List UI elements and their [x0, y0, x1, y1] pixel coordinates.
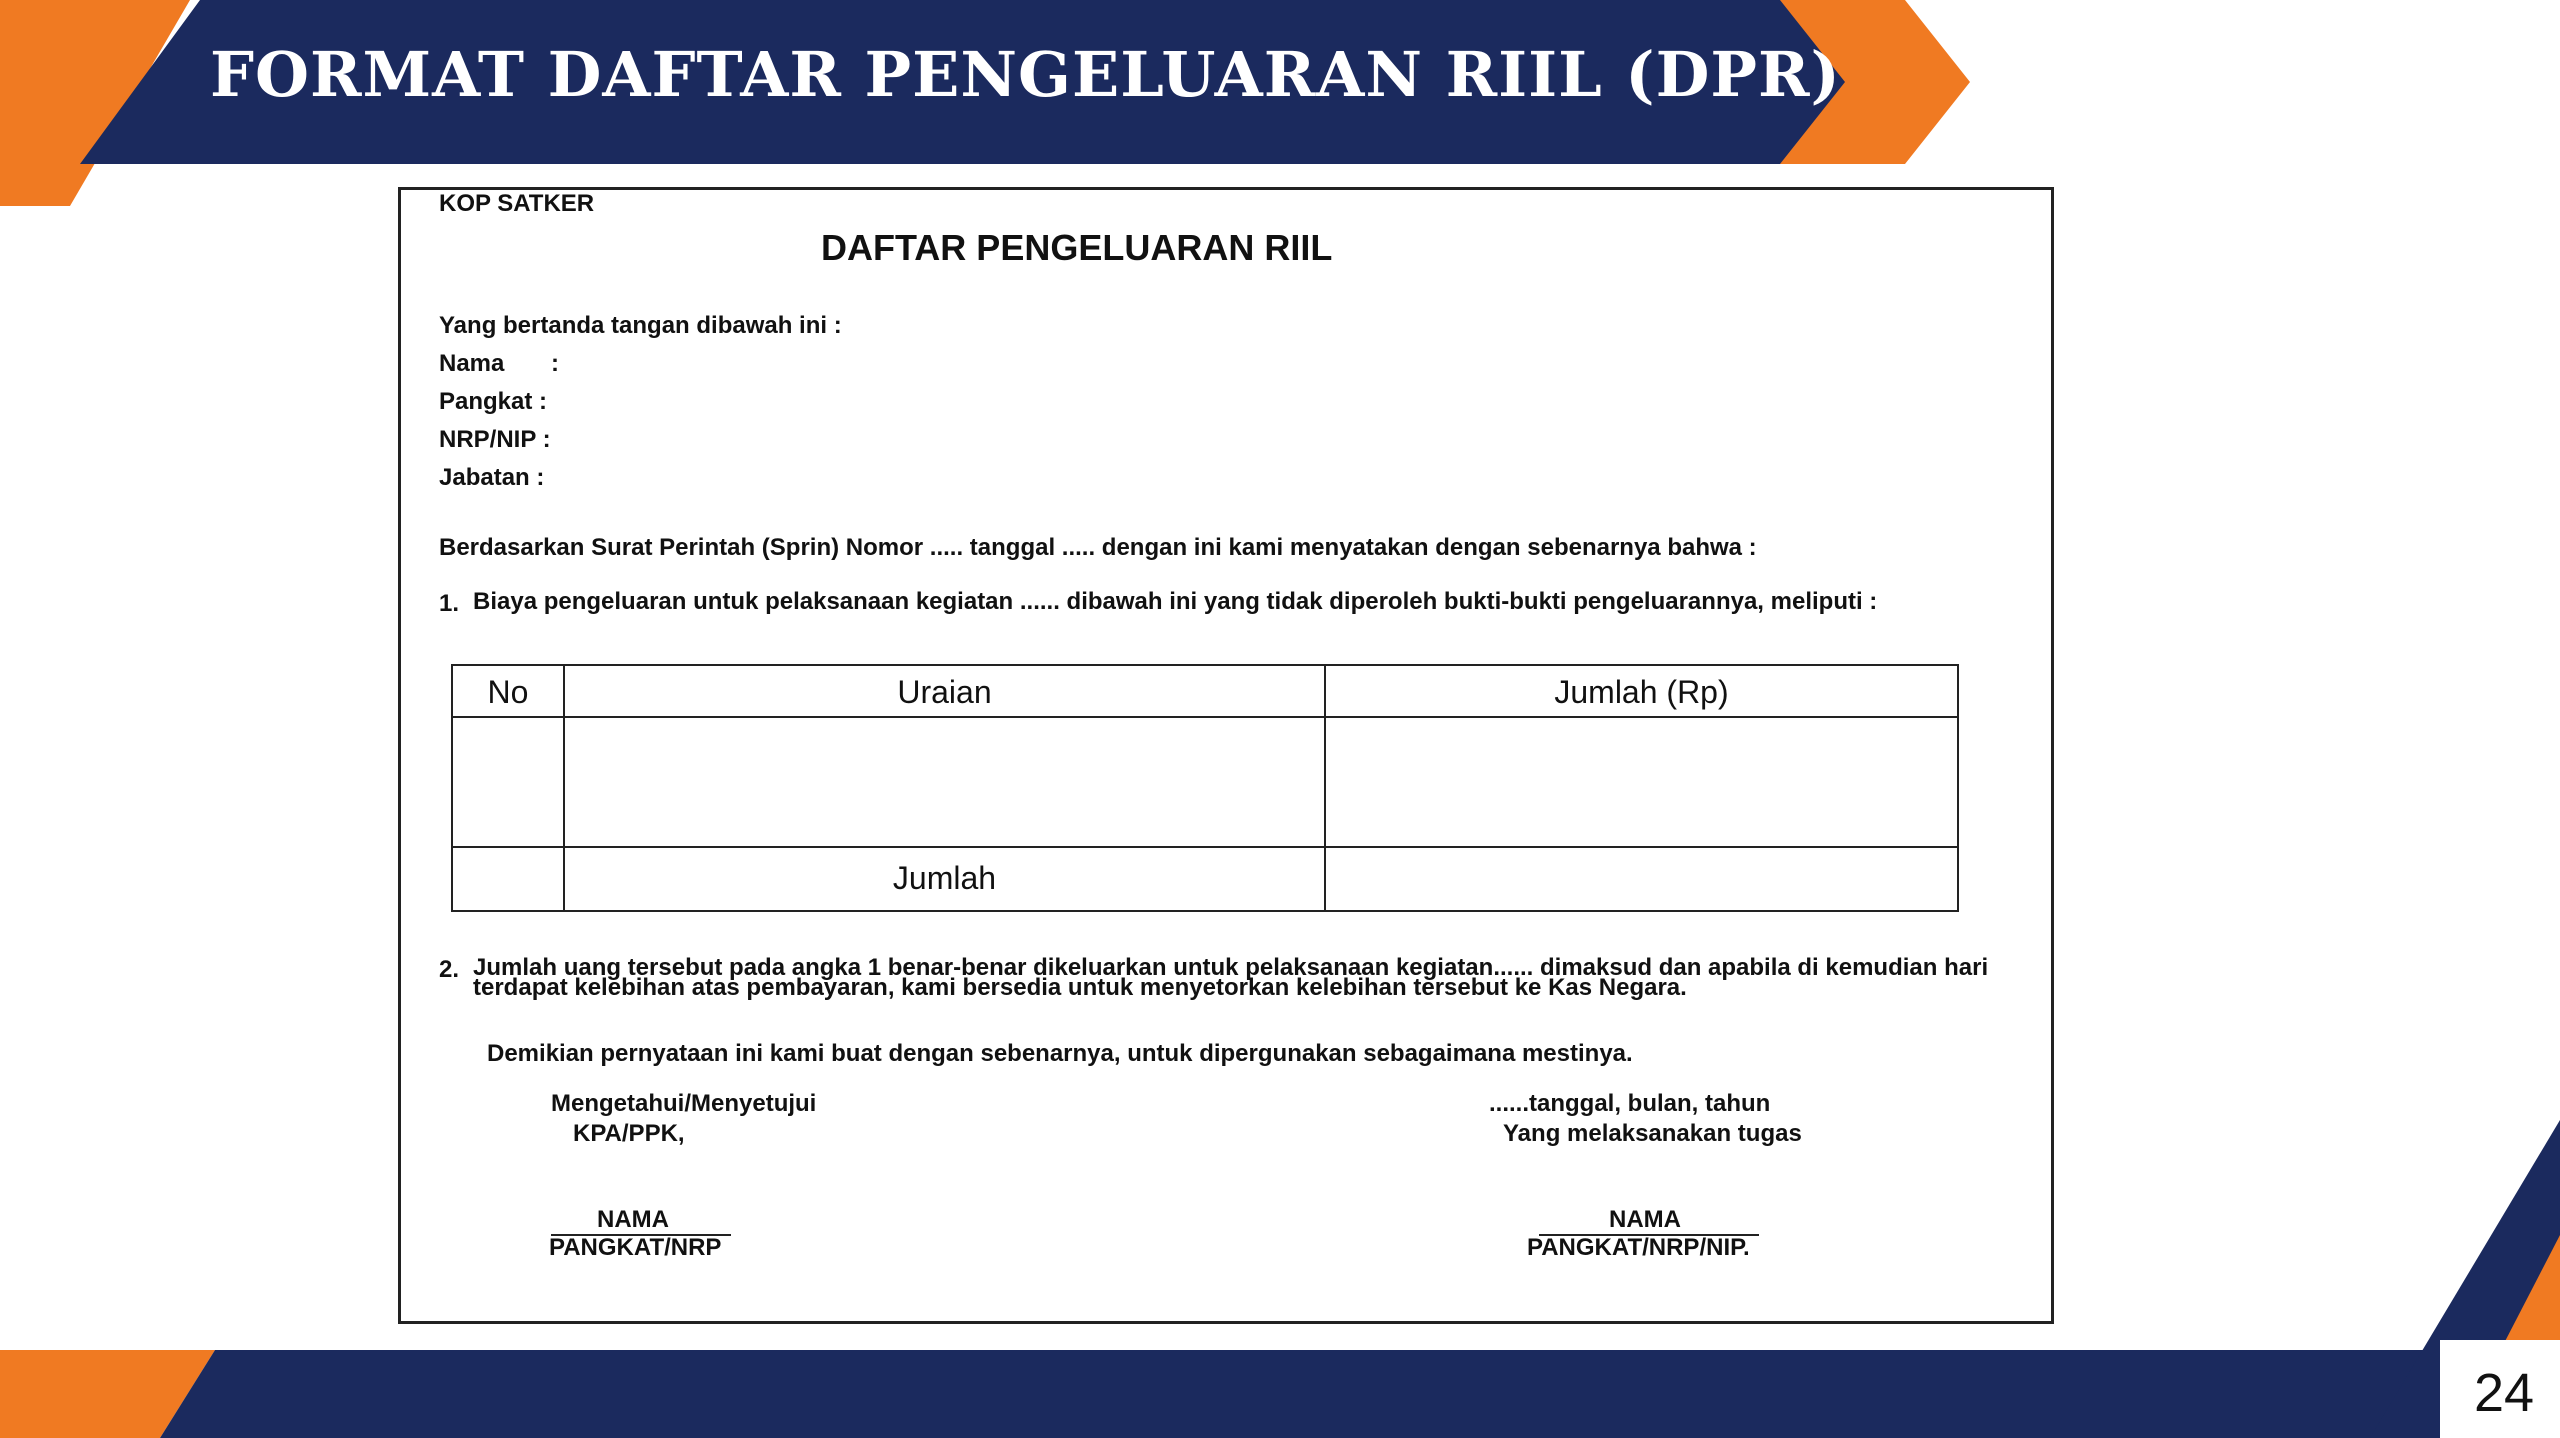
- field-nrp-nip: [439, 428, 551, 452]
- field-label: NRP/NIP: [439, 426, 536, 453]
- dpr-form-document: [398, 187, 2054, 1324]
- row-divider: [453, 846, 1957, 848]
- intro-text: Yang bertanda tangan dibawah ini :: [439, 312, 842, 339]
- closing-text: Demikian pernyataan ini kami buat dengan sebenarnya, untuk dipergunakan sebagaimana mestinya.: [487, 1040, 1633, 1067]
- field-pangkat: [439, 390, 547, 414]
- field-label: Pangkat: [439, 388, 533, 415]
- bottom-bar: [160, 1350, 2430, 1438]
- document-title: DAFTAR PENGELUARAN RIIL: [821, 227, 1333, 268]
- right-sign-line1: ......tanggal, bulan, tahun: [1489, 1090, 1771, 1117]
- right-sign-name: NAMA: [1609, 1206, 1681, 1233]
- point1-number: 1.: [439, 590, 460, 617]
- right-sign-line2: Yang melaksanakan tugas: [1503, 1120, 1802, 1147]
- point1-text: Biaya pengeluaran untuk pelaksanaan kegiatan ...... dibawah ini yang tidak diperoleh bukti-bukti pengeluarannya, meliputi :: [473, 588, 1878, 615]
- field-label: Nama: [439, 350, 505, 377]
- field-sep: :: [542, 426, 551, 453]
- header-jumlah-rp: Jumlah (Rp): [1554, 674, 1729, 710]
- total-label: Jumlah: [892, 860, 997, 896]
- slide-title: FORMAT DAFTAR PENGELUARAN RIIL (DPR): [210, 38, 1841, 111]
- page-number: 24: [2474, 1363, 2535, 1423]
- header-uraian: Uraian: [897, 674, 992, 710]
- field-jabatan: [439, 466, 544, 490]
- left-sign-line2: KPA/PPK,: [573, 1120, 685, 1147]
- header-no: No: [487, 674, 529, 710]
- field-sep: :: [551, 350, 559, 377]
- point2-number: 2.: [439, 956, 460, 983]
- point2-text: Jumlah uang tersebut pada angka 1 benar-benar dikeluarkan untuk pelaksanaan kegiatan...... dimaksud dan apabila di kemudian hari terdapat kelebihan atas pembayaran, kami bersedia untuk menyetorkan kelebihan tersebut ke Kas Negara.: [473, 954, 1989, 1001]
- basis-text: Berdasarkan Surat Perintah (Sprin) Nomor ..... tanggal ..... dengan ini kami menyatakan dengan sebenarnya bahwa :: [439, 534, 1757, 561]
- right-sign-rank: PANGKAT/NRP/NIP.: [1527, 1234, 1750, 1261]
- left-sign-name: NAMA: [597, 1206, 669, 1233]
- left-sign-line1: Mengetahui/Menyetujui: [551, 1090, 817, 1117]
- kop-satker: KOP SATKER: [439, 190, 595, 217]
- expense-table: [451, 664, 1959, 912]
- left-sign-rank: PANGKAT/NRP: [549, 1234, 722, 1261]
- field-nama: [439, 352, 559, 376]
- field-label: Jabatan: [439, 464, 530, 491]
- row-divider: [453, 716, 1957, 718]
- field-sep: :: [536, 464, 545, 491]
- field-sep: :: [539, 388, 548, 415]
